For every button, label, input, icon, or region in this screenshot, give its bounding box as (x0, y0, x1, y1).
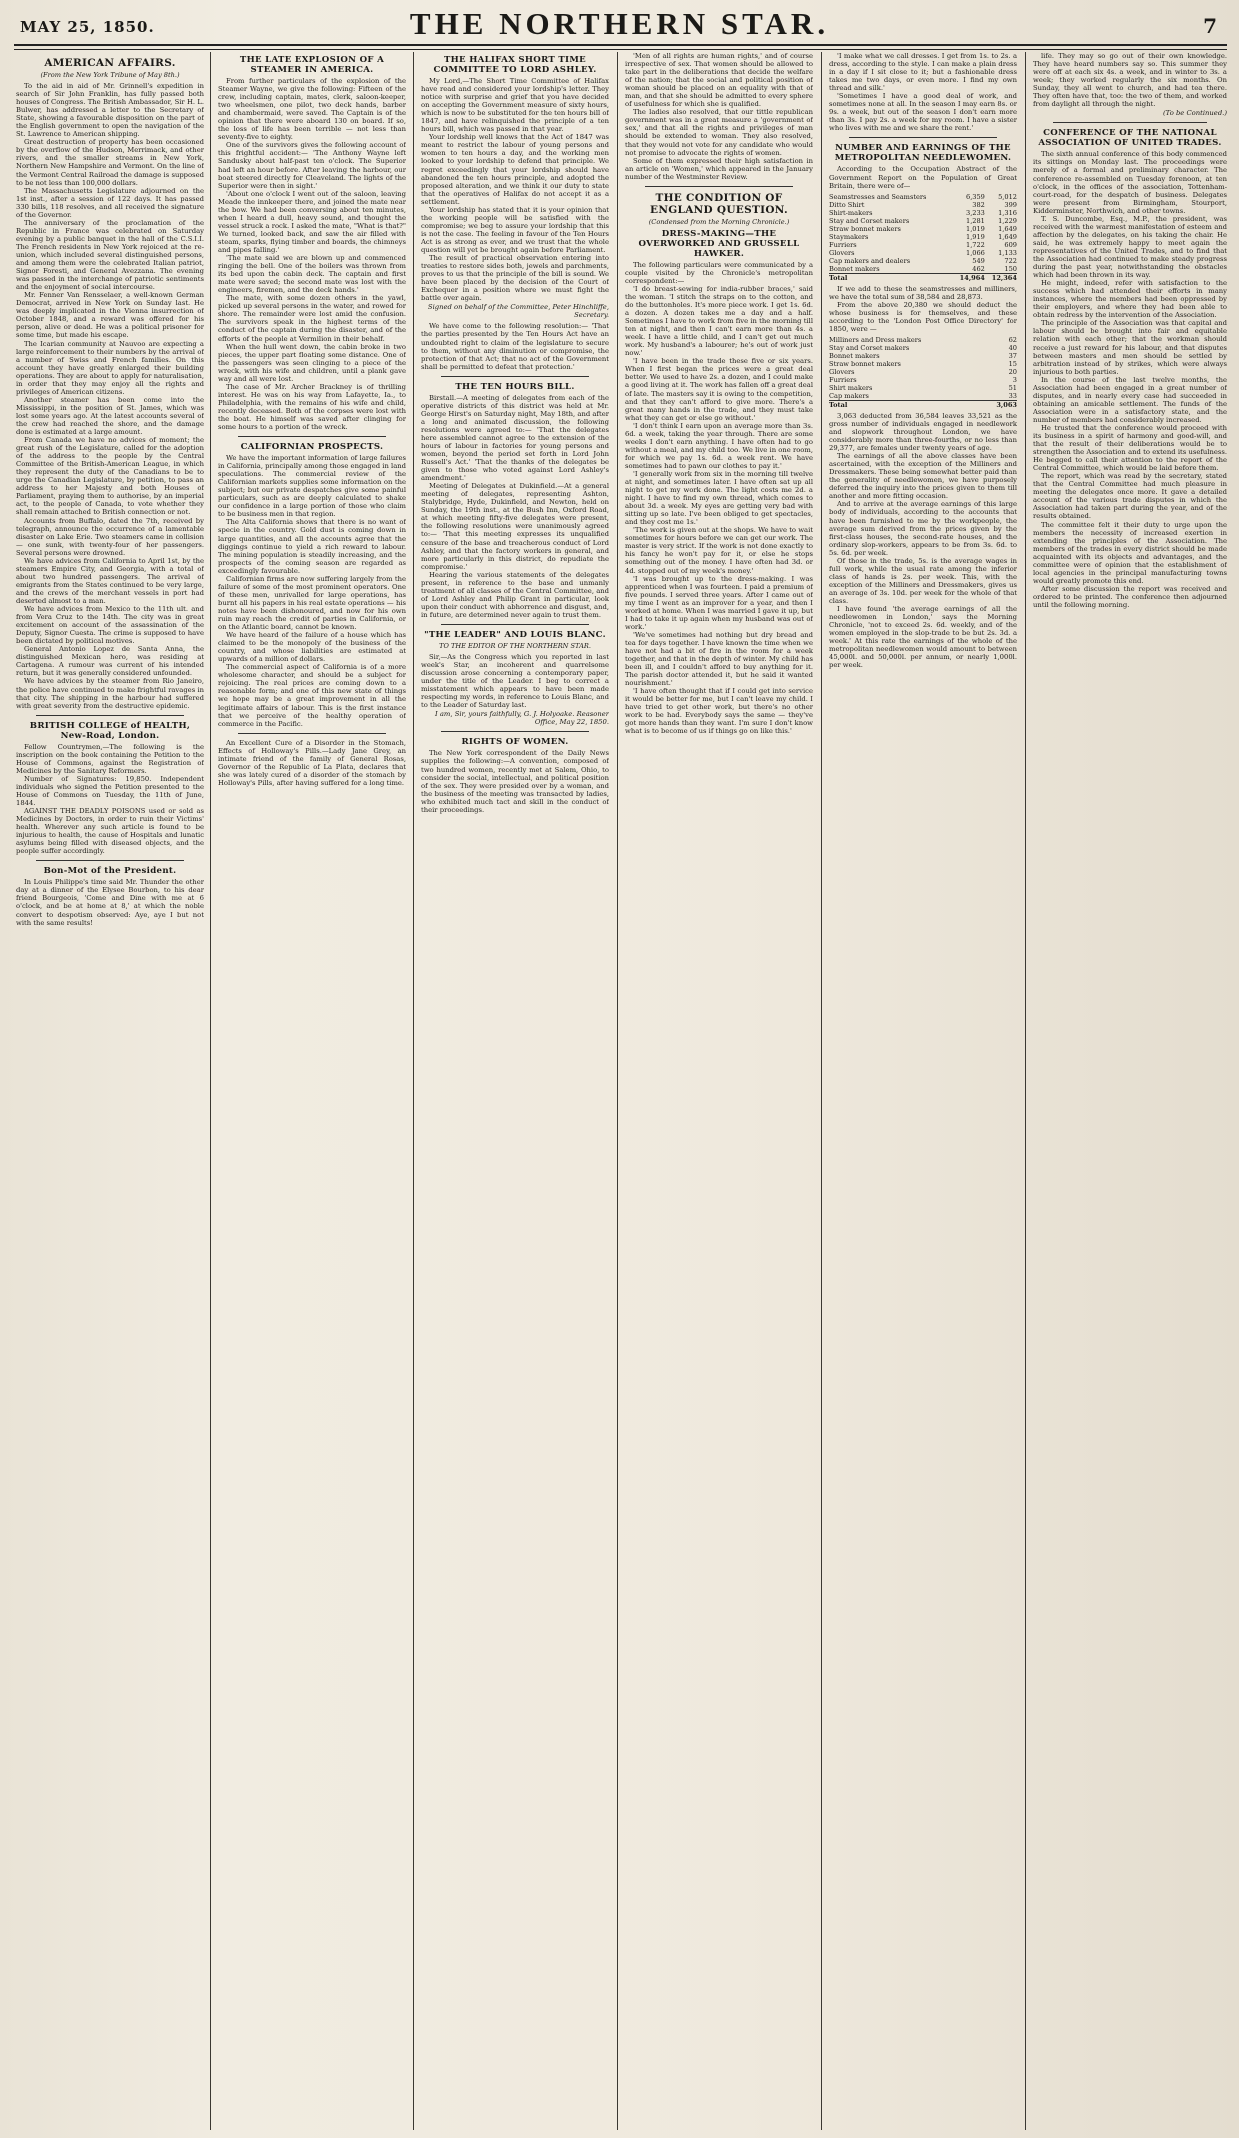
table-row (829, 257, 1017, 265)
signature: Signed on behalf of the Committee, Peter Hinchliffe, Secretary. (427, 303, 609, 320)
table-cell-label: Straw bonnet makers (829, 224, 901, 233)
column-divider (210, 52, 211, 2130)
table-cell-label: Bonnet makers (829, 351, 880, 360)
table-row (829, 376, 1017, 384)
paragraph: The principle of the Association was that capital and labour should be brought into fair and equitable relation with each other; that the workman should receive a just reward for his labour, and that disputes between masters and men should be settled by arbitration instead of by strikes, which were always injurious to both parties. (1033, 319, 1227, 376)
table-cell-label: Glovers (829, 367, 855, 376)
table-total-row (829, 400, 1017, 409)
paragraph: After some discussion the report was received and ordered to be printed. The conference then adjourned until the following morning. (1033, 584, 1227, 609)
table-row (829, 352, 1017, 360)
paragraph: T. S. Duncombe, Esq., M.P., the president, was received with the warmest manifestation of esteem and affection by the delegates, on his taking the chair. He said, he was extremely happy to meet again the representatives of the United Trades, and to find that the Association had continued to make steady progress during the past year, notwithstanding the obstacles which had been thrown in its way. (1033, 214, 1227, 280)
column-6 (1033, 52, 1227, 2132)
column-divider (1025, 52, 1026, 2130)
paragraph: We have advices by the steamer from Rio Janeiro, the police have continued to make frightful ravages in that city. The shipping in the harbour had suffered with great severity from the destructive epidemic. (16, 677, 204, 710)
paragraph: Some of them expressed their high satisfaction in an article on 'Women,' which appeared in the January number of the Westminster Review. (625, 156, 813, 181)
table-cell-value: 15 (1008, 359, 1017, 368)
paragraph: From the above 20,380 we should deduct the whose business is for themselves, and these according to the 'London Post Office Directory' for 1850, were — (829, 300, 1017, 333)
paragraph: Hearing the various statements of the delegates present, in reference to the base and unmanly treatment of all classes of the Central Committee, and of Lord Ashley and Philip Grant in particular, look upon their conduct with abhorrence and disgust, and, in future, are determined never again to trust them. (421, 570, 609, 619)
table-cell-value: 462 (972, 264, 985, 273)
newspaper-title: THE NORTHERN STAR. (409, 6, 830, 41)
paragraph: The Alta California shows that there is no want of specie in the country. Gold dust is coming down in large quantities, and all the accounts agree that the diggings continue to yield a rich reward to labour. The mining population is steadily increasing, and the prospects of the coming season are regarded as exceedingly favourable. (218, 518, 406, 575)
masthead-rule (14, 44, 1227, 50)
article-heading-halifax-committee: THE HALIFAX SHORT TIME COMMITTEE TO LORD ASHLEY. (433, 55, 597, 75)
paragraph: I have found 'the average earnings of all the needlewomen in London,' says the Morning Chronicle, 'not to exceed 2s. 6d. weekly, and of the women employed in the slop-trade to be but 2s. 3d. a week.' At this rate the earnings of the whole of the metropolitan needlewomen would amount to between 45,000l. and 50,000l. per annum, or nearly 1,000l. per week. (829, 605, 1017, 670)
table-row (829, 233, 1017, 241)
table-cell-value: 1,316 (998, 208, 1017, 217)
table-row (829, 241, 1017, 249)
table-cell-label: Bonnet makers (829, 264, 880, 273)
paragraph: When the hull went down, the cabin broke in two pieces, the upper part floating some distance. One of the passengers was seen clinging to a piece of the wreck, with his wife and children, until a plank gave way and all were lost. (218, 342, 406, 383)
paragraph: Sir,—As the Congress which you reported in last week's Star, an incoherent and quarrelsome discussion arose concerning a contemporary paper, under the title of the Leader. I beg to correct a misstatement which appears to have been made respecting my words, in reference to Louis Blanc, and to the Leader of Saturday last. (421, 653, 609, 710)
directory-table (829, 336, 1017, 409)
table-cell-value: 1,133 (998, 248, 1017, 257)
paragraph: From Canada we have no advices of moment; the great rush of the Legislature, called for the adoption of the address to the people by the Central Committee of the British-American League, in which they represent the duty of the Canadians to be to urge the Canadian Legislature, by petition, to pass an address to her Majesty and both Houses of Parliament, praying them to authorise, by an imperial act, to the people of Canada, to vote whether they shall remain attached to British connection or not. (16, 436, 204, 517)
paragraph: The committee felt it their duty to urge upon the members the necessity of increased exertion in extending the principles of the Association. The members of the trades in every district should be made acquainted with its objects and advantages, and the committee were of opinion that the establishment of local agencies in the principal manufacturing towns would greatly promote this end. (1033, 520, 1227, 585)
paragraph: 3,063 deducted from 36,584 leaves 33,521 as the gross number of individuals engaged in needlework and slopwork throughout London, we have considerably more than three-fourths, or no less than 29,377, are females under twenty years of age. (829, 411, 1017, 453)
table-cell-value: 1,722 (966, 240, 985, 249)
article-heading-leader-louis-blanc: "THE LEADER" AND LOUIS BLANC. (424, 630, 606, 640)
table-cell-label: Shirt-makers (829, 208, 873, 217)
table-cell-value: 51 (1008, 383, 1017, 392)
paragraph: 'I have been in the trade these five or six years. When I first began the prices were a great deal better. We used to have 2s. a dozen, and I could make a good living at it. The work has fallen off a great deal of late. The masters say it is owing to the competition, and that they can't afford to give more. There's a great many hands in the trade, and they must take what they can get or else go without.' (625, 357, 813, 422)
table-row (829, 249, 1017, 257)
table-cell-value: 609 (1004, 240, 1017, 249)
column-3 (421, 52, 609, 2132)
article-heading-american-affairs: AMERICAN AFFAIRS. (44, 57, 176, 69)
table-cell-value: 722 (1004, 256, 1017, 265)
paragraph: 'I was brought up to the dress-making. I was apprenticed when I was fourteen. I paid a premium of five pounds. I served three years. After I came out of my time I went as an improver for a year, and then I worked at home. When I was married I gave it up, but I had to take it up again when my husband was out of work.' (625, 574, 813, 631)
table-cell-value: 33 (1008, 391, 1017, 400)
article-heading-bon-mot: Bon-Mot of the President. (43, 866, 177, 877)
paragraph: Great destruction of property has been occasioned by the overflow of the Hudson, Merrimack, and other rivers, and the smaller streams in New York, Northern New Hampshire and Vermont. On the line of the Vermont Central Railroad the damage is supposed to be not less than 100,000 dollars. (16, 138, 204, 187)
table-cell-label: Cap makers (829, 391, 869, 400)
table-cell-value: 20 (1008, 367, 1017, 376)
table-cell-value: 6,359 (966, 192, 985, 201)
paragraph: 'I don't think I earn upon an average more than 3s. 6d. a week, taking the year through. There are some weeks I don't earn anything. I have often had to go without a meal, and my child too. We live in one room, for which we pay 1s. 6d. a week rent. We have sometimes had to pawn our clothes to pay it.' (625, 421, 813, 470)
paragraph: 'I generally work from six in the morning till twelve at night, and sometimes later. I have often sat up all night to get my work done. The light costs me 2d. a night. I have to find my own thread, which comes to about 3d. a week. My eyes are getting very bad with sitting up so late. I've been obliged to get spectacles, and they cost me 1s.' (625, 469, 813, 527)
table-cell-value: 150 (1004, 264, 1017, 273)
table-row (829, 217, 1017, 225)
table-row (829, 265, 1017, 274)
paragraph: Number of Signatures: 19,850. Independent individuals who signed the Petition presented to the House of Commons on Tuesday, the 11th of June, 1844. (16, 774, 204, 807)
paragraph: Of those in the trade, 5s. is the average wages in full work, while the usual rate among the inferior class of hands is 2s. per week. This, with the exception of the Milliners and Dressmakers, gives us an average of 3s. 10d. per week for the whole of that class. (829, 556, 1017, 605)
paragraph: 'The mate said we are blown up and commenced ringing the bell. One of the boilers was thrown from its bed upon the cabin deck. The captain and first mate were saved; the second mate was lost with the engineers, firemen, and the deck hands.' (218, 254, 406, 295)
article-heading-steamer-explosion: THE LATE EXPLOSION OF A STEAMER IN AMERICA. (239, 55, 385, 75)
table-row (829, 368, 1017, 376)
article-heading-californian-prospects: CALIFORNIAN PROSPECTS. (240, 442, 384, 453)
section-rule (645, 186, 793, 187)
article-heading-needlewomen: NUMBER AND EARNINGS OF THE METROPOLITAN NEEDLEWOMEN. (834, 143, 1012, 164)
paragraph: Fellow Countrymen,—The following is the inscription on the book containing the Petition to the House of Commons, against the Registration of Medicines by the Sanitary Reformers. (16, 742, 204, 775)
paragraph: He trusted that the conference would proceed with its business in a spirit of harmony and good-will, and that the result of their deliberations would be to strengthen the Association and to extend its usefulness. He begged to call their attention to the report of the Central Committee, which would be laid before them. (1033, 423, 1227, 473)
paragraph: We have advices from California to April 1st, by the steamers Empire City, and Georgia, with a total of about two hundred passengers. The arrival of emigrants from the States continued to be very large, and the crews of the merchant vessels in port had deserted almost to a man. (16, 556, 204, 605)
paragraph: In Louis Philippe's time said Mr. Thunder the other day at a dinner of the Elysee Bourbon, to his dear friend Bourgeois, 'Come and Dine with me at 6 o'clock, and be at home at 8,' at which the noble convert to despotism observed: Aye, aye I but not with the same results! (16, 878, 204, 927)
table-row (829, 201, 1017, 209)
paragraph: If we add to these the seamstresses and milliners, we have the total sum of 38,584 and 28,873. (829, 284, 1017, 301)
paragraph: Californian firms are now suffering largely from the failure of some of the most prominent operators. One of these men, unrivalled for large operations, has burnt all his papers in his real estate operations — his notes have been dishonoured, and now for his own ruin may reach the credit of parties in California, or on the Atlantic board, cannot be known. (218, 574, 406, 632)
paragraph: Another steamer has been come into the Mississippi, in the position of St. James, which was lost some years ago. At the latest accounts several of the crew had reached the shore, and the damage done is estimated at a large amount. (16, 395, 204, 437)
table-cell-value: 1,649 (998, 232, 1017, 241)
paragraph: From further particulars of the explosion of the Steamer Wayne, we give the following: Fifteen of the crew, including captain, mates, clerk, saloon-keeper, two wheelsmen, one pilot, two deck hands, barber and chambermaid, were saved. The Captain is of the opinion that there were aboard 130 on board. If so, the loss of life has been terrible — not less than seventy-five to eighty. (218, 77, 406, 142)
article-heading-condition-of-england: THE CONDITION OF ENGLAND QUESTION. (650, 191, 788, 216)
article-subheading-dress-making: DRESS-MAKING—THE OVERWORKED AND GRUSSELL HAWKER. (638, 228, 800, 259)
paragraph: 'Men of all rights are human rights,' and of course irrespective of sex. That women should be allowed to take part in the deliberations that decide the welfare of the nation; that the social and political position of woman should be placed on an equality with that of man, and that she should be admitted to every sphere of usefulness for which she is qualified. (625, 52, 813, 109)
paragraph: The report, which was read by the secretary, stated that the Central Committee had much pleasure in meeting the delegates once more. It gave a detailed account of the various trade disputes in which the Association had taken part during the year, and of the results obtained. (1033, 472, 1227, 521)
table-cell-label: Stay and Corset makers (829, 216, 910, 225)
table-row (829, 336, 1017, 344)
continuation-note: (To be Continued.) (1163, 109, 1227, 118)
paragraph: AGAINST THE DEADLY POISONS used or sold as Medicines by Doctors, in order to ruin their Victims' health. Wherever any such article is found to be injurious to health, the cause of Hospitals and lunatic asylums being filled with diseased objects, and the people suffer accordingly. (16, 807, 204, 856)
table-cell-label: Straw bonnet makers (829, 359, 901, 368)
paragraph: 'About one o'clock I went out of the saloon, leaving Meade the innkeeper there, and joined the mate near the bow. We had been conversing about ten minutes, when I heard a dull, heavy sound, and thought the vessel struck a rock. I asked the mate, "What is that?" We turned, looked back, and saw the air filled with steam, sparks, flying timber and boards, the chimneys and pipes falling.' (218, 189, 406, 254)
paragraph: The ladies also resolved, that our tittle republican government was in a great measure a 'government of sex,' and that all the rights and privileges of man should be extended to woman. They also resolved, that they would not vote for any candidate who would not promise to advocate the rights of women. (625, 108, 813, 157)
section-rule (441, 624, 589, 625)
signature: I am, Sir, yours faithfully, G. J. Holyoake. Reasoner Office, May 22, 1850. (435, 710, 609, 727)
article-heading-british-college: BRITISH COLLEGE of HEALTH, New-Road, London. (29, 720, 191, 741)
column-1 (16, 52, 204, 2132)
paragraph: The Massachusetts Legislature adjourned on the 1st inst., after a session of 122 days. It has passed 330 bills, 118 resolves, and all received the signature of the Governor. (16, 186, 204, 219)
paragraph: The sixth annual conference of this body commenced its sittings on Monday last. The proceedings were merely of a formal and preliminary character. The conference re-assembled on Tuesday forenoon, at ten o'clock, in the offices of the association, Tottenham-court-road, for the despatch of business. Delegates were present from Birmingham, Stourport, Kidderminster, Northwich, and other towns. (1033, 150, 1227, 215)
issue-date: MAY 25, 1850. (20, 18, 155, 36)
paragraph: According to the Occupation Abstract of the Government Report on the Population of Great Britain, there were of— (829, 165, 1017, 190)
paragraph: The New York correspondent of the Daily News supplies the following:—A convention, composed of two hundred women, recently met at Salem, Ohio, to consider the social, intellectual, and political position of the sex. They were presided over by a woman, and the business of the meeting was transacted by ladies, who exhibited much tact and skill in the conduct of their proceedings. (421, 749, 609, 814)
table-cell-value: 1,919 (966, 232, 985, 241)
table-cell-value: 382 (972, 200, 985, 209)
article-source: (Condensed from the Morning Chronicle.) (648, 217, 790, 226)
table-cell-value: 5,012 (998, 192, 1017, 201)
paragraph: One of the survivors gives the following account of this frightful accident:— 'The Anthony Wayne left Sandusky about half-past ten o'clock. The Superior had left an hour before. After leaving the harbour, our boat steered directly for Cleaveland. The lights of the Superior were then in sight.' (218, 141, 406, 190)
column-5 (829, 52, 1017, 2132)
section-rule (849, 137, 997, 138)
paragraph: The earnings of all the above classes have been ascertained, with the exception of the Milliners and Dressmakers. These being somewhat better paid than the generality of needlewomen, we have purposely deferred the inquiry into the prices given to them till another and more fitting occasion. (829, 452, 1017, 501)
paragraph: Birstall.—A meeting of delegates from each of the operative districts of this district was held at Mr. George Hirst's on Saturday night, May 18th, and after a long and animated discussion, the following resolutions were agreed to:— 'That the delegates here assembled cannot agree to the extension of the hours of labour in factories for young persons and women, beyond the period set forth in Lord John Russell's Act.' 'That the thanks of the delegates be given to those who voted against Lord Ashley's amendment.' (421, 393, 609, 483)
paragraph: Mr. Fenner Van Rensselaer, a well-known German Democrat, arrived in New York on Sunday last. He was deeply implicated in the Vienna insurrection of October 1848, and a reward was offered for his person, alive or dead. He was a political prisoner for some time, but made his escape. (16, 291, 204, 340)
article-heading-rights-of-women: RIGHTS OF WOMEN. (461, 737, 569, 748)
table-total-label: Total (829, 273, 953, 282)
section-rule (441, 731, 589, 732)
paragraph: The case of Mr. Archer Brackney is of thrilling interest. He was on his way from Lafayette, Ia., to Philadelphia, with the remains of his wife and child, recently deceased. Both of the corpses were lost with the boat. He himself was saved after clinging for some hours to a portion of the wreck. (218, 382, 406, 432)
paragraph: We have advices from Mexico to the 11th ult. and from Vera Cruz to the 14th. The city was in great excitement on account of the assassination of the Deputy, Signor Cuesta. The crime is supposed to have been dictated by political motives. (16, 605, 204, 646)
column-4 (625, 52, 813, 2132)
section-rule (1053, 122, 1207, 123)
table-cell-value: 3 (1012, 375, 1017, 384)
table-row (829, 225, 1017, 233)
table-cell-label: Ditto Shirt (829, 200, 865, 209)
table-row (829, 392, 1017, 401)
paragraph: He might, indeed, refer with satisfaction to the success which had attended their efforts in many instances, where the members had been oppressed by their employers, and where they had been able to obtain redress by the intervention of the Association. (1033, 279, 1227, 320)
needlewomen-table (829, 193, 1017, 282)
paragraph: General Antonio Lopez de Santa Anna, the distinguished Mexican hero, was residing at Cartagena. A rumour was current of his intended return, but it was generally considered unfounded. (16, 645, 204, 678)
table-cell-value: 1,229 (998, 216, 1017, 225)
paragraph: We have come to the following resolution:— 'That the parties presented by the Ten Hours Act have an undoubted right to claim of the legislature to secure to them, without any diminution or compromise, the protection of that Act; that no act of the Government shall be permitted to defeat that protection.' (421, 322, 609, 371)
table-total-value: 3,063 (983, 400, 1017, 409)
section-rule (36, 715, 184, 716)
paragraph: 'We've sometimes had nothing but dry bread and tea for days together. I have known the time when we have not had a bit of fire in the room for a week together, and that in the depth of winter. My child has been ill, and I couldn't afford to buy anything for it. The parish doctor attended it, but he said it wanted nourishment.' (625, 630, 813, 688)
section-rule (441, 376, 589, 377)
table-cell-value: 1,066 (966, 248, 985, 257)
article-heading-ten-hours-bill: THE TEN HOURS BILL. (455, 381, 575, 392)
paragraph: The commercial aspect of California is of a more wholesome character, and should be a subject for rejoicing. The real prices are coming down to a reasonable form; and one of this new state of things we hope may be a great improvement in all the legitimate affairs of labour. This is the first instance that we perceive of the healthy operation of commerce in the Pacific. (218, 663, 406, 728)
table-cell-value: 62 (1008, 335, 1017, 344)
page-number: 7 (1203, 14, 1217, 38)
article-heading-united-trades-conference: CONFERENCE OF THE NATIONAL ASSOCIATION OF UNITED TRADES. (1038, 128, 1222, 149)
table-total-value: 12,364 (985, 273, 1017, 282)
paragraph: life. They may so go out of their own knowledge. They have heard numbers say so. This summer they were off at each six 4s. a week, and in winter to 3s. a week; they worked regularly the six months. On Sunday, they all went to church, and had tea there. They often have that, too: the two of them, and worked from daylight all through the night. (1033, 52, 1227, 109)
paragraph: To the aid in aid of Mr. Grinnell's expedition in search of Sir John Franklin, has fully passed both houses of Congress. The British Ambassador, Sir H. L. Bulwer, has addressed a letter to the Secretary of State, showing a favourable disposition on the part of the English government to open the navigation of the St. Lawrence to American shipping. (16, 82, 204, 139)
table-cell-label: Staymakers (829, 232, 869, 241)
table-cell-value: 1,649 (998, 224, 1017, 233)
paragraph: Accounts from Buffalo, dated the 7th, received by telegraph, announce the occurrence of a lamentable disaster on Lake Erie. Two steamers came in collision — one sunk, with twenty-four of her passengers. Several persons were drowned. (16, 516, 204, 557)
section-rule (36, 860, 184, 861)
paragraph: The result of practical observation entering into treaties to restore sides both, jewels and parchments, proves to us that the principle of the bill is sound. We have been placed by the decision of the Court of Exchequer in a position where we must fight the battle over again. (421, 254, 609, 303)
paragraph: 'I make what we call dresses. I get from 1s. to 2s. a dress, according to the style. I can make a plain dress in a day if I sit close to it; but a fashionable dress takes me two days, or even more. I find my own thread and silk.' (829, 52, 1017, 93)
table-row (829, 193, 1017, 201)
column-divider (821, 52, 822, 2130)
paragraph: The Icarian community at Nauvoo are expecting a large reinforcement to their numbers by the arrival of a number of Swiss and French families. On this account they have greatly enlarged their building operations. They are about to apply for naturalisation, in order that they may enjoy all the rights and privileges of American citizens. (16, 339, 204, 396)
paragraph: 'The work is given out at the shops. We have to wait sometimes for hours before we can get our work. The master is very strict. If the work is not done exactly to his fancy he won't pay for it, or else he stops something out of the money. I have often had 3d. or 4d. stopped out of my week's money.' (625, 526, 813, 575)
table-total-label: Total (829, 400, 983, 409)
paragraph: 'I have often thought that if I could get into service it would be better for me, but I can't leave my child. I have tried to get other work, but there's no other work to be had. Everybody says the same — they've got more hands than they want. I'm sure I don't know what is to become of us if things go on like this.' (625, 687, 813, 736)
table-cell-label: Shirt makers (829, 383, 873, 392)
column-2 (218, 52, 406, 2132)
article-source: (From the New York Tribune of May 8th.) (40, 71, 180, 79)
table-row (829, 344, 1017, 352)
table-cell-value: 1,281 (966, 216, 985, 225)
table-cell-label: Seamstresses and Seamsters (829, 192, 927, 201)
table-cell-label: Furriers (829, 240, 857, 249)
table-total-value: 14,964 (953, 273, 985, 282)
table-cell-value: 3,233 (966, 208, 985, 217)
table-cell-label: Milliners and Dress makers (829, 335, 922, 344)
paragraph: 'Sometimes I have a good deal of work, and sometimes none at all. In the season I may earn 8s. or 9s. a week, but out of the season I don't earn more than 3s. I pay 2s. a week for my room. I have a sister who lives with me and we share the rent.' (829, 92, 1017, 133)
column-divider (413, 52, 414, 2130)
table-cell-value: 40 (1008, 343, 1017, 352)
paragraph: My Lord,—The Short Time Committee of Halifax have read and considered your lordship's letter. They notice with surprise and grief that you have decided on accepting the Government measure of sixty hours, which is now to be substituted for the ten hours bill of 1847, and have relinquished the principle of a ten hours bill, which was passed in that year. (421, 77, 609, 134)
paragraph: Your lordship well knows that the Act of 1847 was meant to restrict the labour of young persons and women to ten hours a day, and the working men looked to your lordship to defend that principle. We regret exceedingly that your lordship should have abandoned the ten hours principle, and adopted the proposed alteration, and we think it our duty to state that the operatives of Halifax do not accept it as a settlement. (421, 133, 609, 206)
table-cell-label: Glovers (829, 248, 855, 257)
table-row (829, 360, 1017, 368)
paragraph: And to arrive at the average earnings of this large body of individuals, according to the accounts that have been furnished to me by the workpeople, the average sum derived from the prices given by the first-class houses, the second-rate houses, and the ordinary slop-workers, appears to be from 3s. 6d. to 5s. 6d. per week. (829, 500, 1017, 557)
paragraph: We have heard of the failure of a house which has claimed to be the monopoly of the business of the country, and whose liabilities are estimated at upwards of a million of dollars. (218, 631, 406, 664)
paragraph: An Excellent Cure of a Disorder in the Stomach, Effects of Holloway's Pills.—Lady Jane Grey, an intimate friend of the family of General Rosas, Governor of the Republic of La Plata, declares that she was lately cured of a disorder of the stomach by Holloway's Pills, after having suffered for a long time. (218, 738, 406, 787)
column-divider (617, 52, 618, 2130)
table-cell-label: Stay and Corset makers (829, 343, 910, 352)
masthead (0, 0, 1239, 46)
paragraph: The following particulars were communicated by a couple visited by the Chronicle's metropolitan correspondent:— (625, 260, 813, 285)
table-cell-value: 1,019 (966, 224, 985, 233)
table-cell-value: 549 (972, 256, 985, 265)
paragraph: 'I do breast-sewing for india-rubber braces,' said the woman. 'I stitch the straps on to the cotton, and do the buttonholes. It's more piece work. I get 1s. 6d. a dozen. A dozen takes me a day and a half. Sometimes I have to work from five in the morning till ten at night, and then I can't earn more than 4s. a week. I have a little child, and I can't get out much work. My husband's a labourer; he's out of work just now.' (625, 284, 813, 358)
paragraph: The mate, with some dozen others in the yawl, picked up several persons in the water, and rowed for shore. The remainder were lost amid the confusion. The survivors speak in the highest terms of the conduct of the captain during the disaster, and of the efforts of the people at Vermilion in their behalf. (218, 294, 406, 343)
table-row (829, 384, 1017, 392)
section-rule (238, 436, 386, 437)
table-cell-label: Cap makers and dealers (829, 256, 911, 265)
table-cell-value: 399 (1004, 200, 1017, 209)
section-rule (238, 733, 386, 734)
table-row (829, 209, 1017, 217)
paragraph: Your lordship has stated that it is your opinion that the working people will be satisfied with the compromise; we beg to assure your lordship that this is not the case. The feeling in favour of the Ten Hours Act is as strong as ever, and we trust that the whole question will yet be brought again before Parliament. (421, 205, 609, 254)
paragraph: The anniversary of the proclamation of the Republic in France was celebrated on Saturday evening by a public banquet in the hall of the C.S.I.I. The French residents in New York rejoiced at the re-union, which included several distinguished persons, and among them were the celebrated Italian patriot, Signor Foresti, and General Avezzana. The evening was passed in the interchange of patriotic sentiments and the enjoyment of social intercourse. (16, 218, 204, 292)
table-cell-value: 37 (1008, 351, 1017, 360)
table-cell-label: Furriers (829, 375, 857, 384)
letter-address: TO THE EDITOR OF THE NORTHERN STAR. (439, 642, 591, 650)
paragraph: Meeting of Delegates at Dukinfield.—At a general meeting of delegates, representing Ashton, Stalybridge, Hyde, Dukinfield, and Newton, held on Sunday, the 19th inst., at the Bush Inn, Oxford Road, at which meeting fifty-five delegates were present, the following resolutions were unanimously agreed to:— 'That this meeting expresses its unqualified censure of the base and treacherous conduct of Lord Ashley, and that the factory workers in general, and more particularly in this district, do repudiate the compromise.' (421, 482, 609, 571)
table-total-row (829, 273, 1017, 282)
paragraph: We have the important information of large failures in California, principally among those engaged in land speculations. The commercial review of the Californian markets supplies some information on the subject; but our private despatches give some painful particulars, such as are deeply calculated to shake our confidence in a large portion of those who claim to be business men in that region. (218, 454, 406, 519)
paragraph: In the course of the last twelve months, the Association had been engaged in a great number of disputes, and in nearly every case had succeeded in obtaining an amicable settlement. The funds of the Association were in a satisfactory state, and the number of members had considerably increased. (1033, 375, 1227, 424)
